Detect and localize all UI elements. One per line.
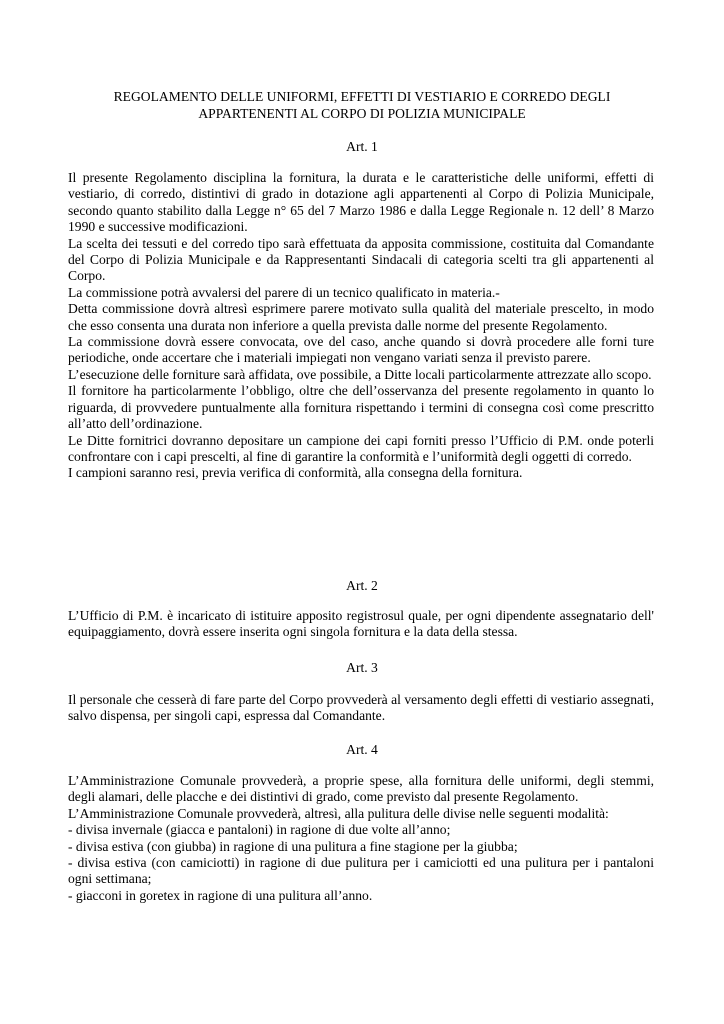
art-4-heading: Art. 4	[346, 742, 378, 757]
art-3-paragraph: Il personale che cesserà di fare parte del Corpo provvederà al versamento degli effetti di vestiario assegnati, salvo dispensa, per singoli capi, espressa dal Comandante.	[68, 692, 654, 724]
art-1-paragraph: Le Ditte fornitrici dovranno depositare un campione dei capi forniti presso l’Ufficio di P.M. onde poterli confrontare con i capi prescelti, al fine di garantire la conformità e l’uniformità degli oggetti di corredo.	[68, 432, 654, 464]
art-4-paragraph: L’Amministrazione Comunale provvederà, a proprie spese, alla fornitura delle uniformi, degli stemmi, degli alamari, delle placche e dei distintivi di grado, come previsto dal presente Regolamento.	[68, 773, 654, 805]
art-1-paragraph: La commissione dovrà essere convocata, ove del caso, anche quando si dovrà procedere alle forni ture periodiche, onde accertare che i materiali impiegati non vengano variati senza il previsto parere.	[68, 334, 654, 366]
art-3-heading: Art. 3	[346, 660, 378, 675]
art-1-paragraph: La scelta dei tessuti e del corredo tipo sarà effettuata da apposita commissione, costituita dal Comandante del Corpo di Polizia Municipale e da Rappresentanti Sindacali di categoria scelti tra gli appartenenti al Corpo.	[68, 235, 654, 284]
art-1-paragraph: L’esecuzione delle forniture sarà affidata, ove possibile, a Ditte locali particolarmente attrezzate allo scopo.	[68, 366, 652, 382]
title-line-1: REGOLAMENTO DELLE UNIFORMI, EFFETTI DI VESTIARIO E CORREDO DEGLI	[113, 89, 611, 104]
art-1-paragraph: Detta commissione dovrà altresì esprimere parere motivato sulla qualità del materiale prescelto, in modo che esso consenta una durata non inferiore a quella prevista dalle norme del presente Regolamento.	[68, 301, 654, 333]
art-1-heading: Art. 1	[346, 139, 378, 154]
art-1-paragraph: Il fornitore ha particolarmente l’obbligo, oltre che dell’osservanza del presente regolamento in quanto lo riguarda, di provvedere puntualmente alla fornitura rispettando i termini di consegna così come prescritto all’atto dell’ordinazione.	[68, 383, 654, 432]
art-4-list-item: - divisa invernale (giacca e pantaloni) in ragione di due volte all’anno;	[68, 822, 451, 838]
document-title	[60, 88, 664, 122]
art-1-paragraph: La commissione potrà avvalersi del parere di un tecnico qualificato in materia.-	[68, 284, 500, 300]
art-4-list-item: - divisa estiva (con giubba) in ragione di una pulitura a fine stagione per la giubba;	[68, 838, 518, 854]
art-1-body	[68, 170, 654, 482]
art-1-paragraph: Il presente Regolamento disciplina la fornitura, la durata e le caratteristiche delle uniformi, effetti di vestiario, di corredo, distintivi di grado in dotazione agli appartenenti al Corpo di Polizia Municipale, secondo quanto stabilito dalla Legge n° 65 del 7 Marzo 1986 e dalla Legge Regionale n. 12 dell’ 8 Marzo 1990 e successive modificazioni.	[68, 170, 654, 235]
art-3-body	[68, 692, 654, 725]
art-1-paragraph: I campioni saranno resi, previa verifica di conformità, alla consegna della fornitura.	[68, 465, 523, 481]
art-2-heading: Art. 2	[346, 578, 378, 593]
art-2-paragraph: L’Ufficio di P.M. è incaricato di istituire apposito registrosul quale, per ogni dipendente assegnatario dell' equipaggiamento, dovrà essere inserita ogni singola fornitura e la data della stessa.	[68, 608, 654, 640]
art-4-paragraph: L’Amministrazione Comunale provvederà, altresì, alla pulitura delle divise nelle seguenti modalità:	[68, 805, 609, 821]
art-4-body	[68, 773, 654, 904]
title-line-2: APPARTENENTI AL CORPO DI POLIZIA MUNICIPALE	[198, 106, 526, 121]
art-2-body	[68, 608, 654, 641]
art-4-list-item: - divisa estiva (con camiciotti) in ragione di due pulitura per i camiciotti ed una pulitura per i pantaloni ogni settimana;	[68, 855, 654, 887]
art-4-list-item: - giacconi in goretex in ragione di una pulitura all’anno.	[68, 887, 373, 903]
